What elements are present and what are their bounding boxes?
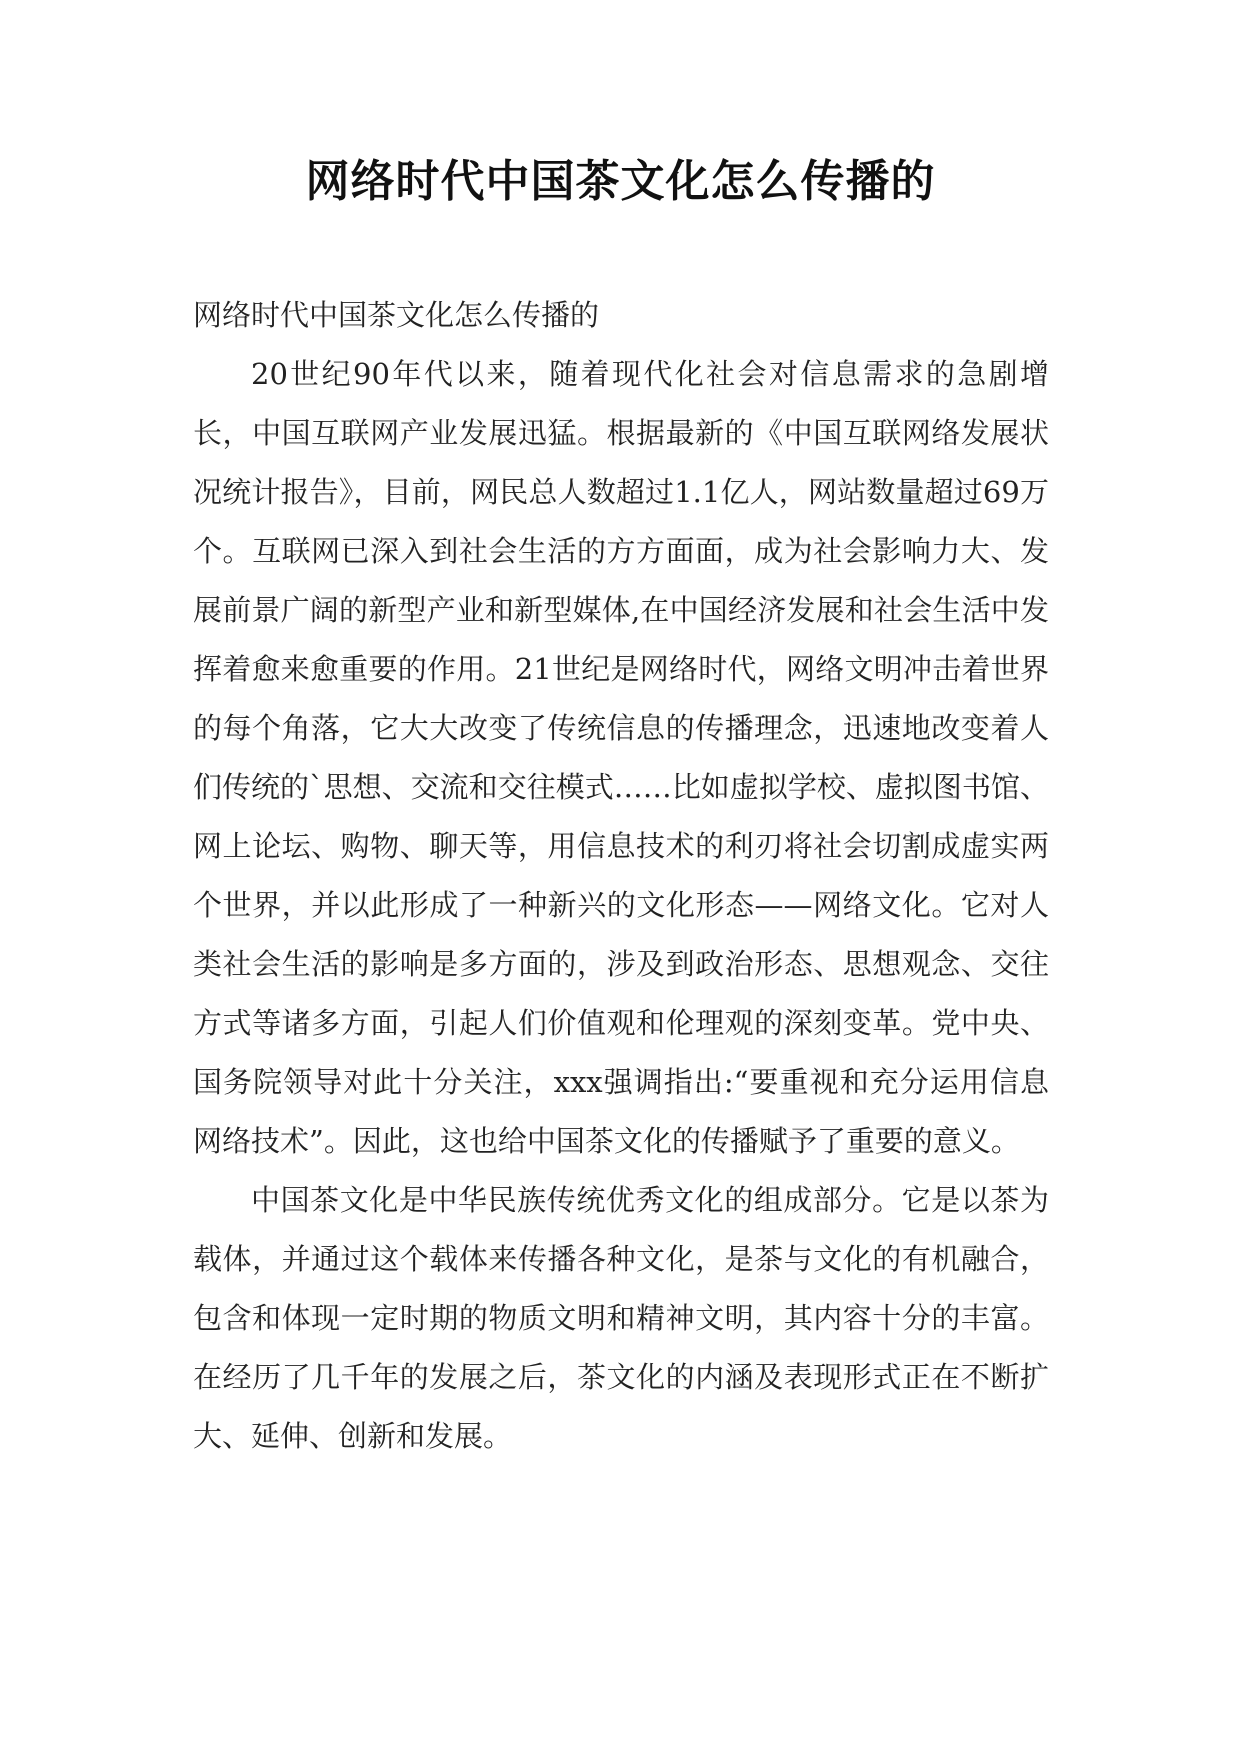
document-body	[193, 286, 1049, 1466]
body-paragraph: 20世纪90年代以来，随着现代化社会对信息需求的急剧增长，中国互联网产业发展迅猛。根据最新的《中国互联网络发展状况统计报告》，目前，网民总人数超过1.1亿人，网站数量超过69万个。互联网已深入到社会生活的方方面面，成为社会影响力大、发展前景广阔的新型产业和新型媒体,在中国经济发展和社会生活中发挥着愈来愈重要的作用。21世纪是网络时代，网络文明冲击着世界的每个角落，它大大改变了传统信息的传播理念，迅速地改变着人们传统的`思想、交流和交往模式……比如虚拟学校、虚拟图书馆、网上论坛、购物、聊天等，用信息技术的利刃将社会切割成虚实两个世界，并以此形成了一种新兴的文化形态——网络文化。它对人类社会生活的影响是多方面的，涉及到政治形态、思想观念、交往方式等诸多方面，引起人们价值观和伦理观的深刻变革。党中央、国务院领导对此十分关注，xxx强调指出:“要重视和充分运用信息网络技术”。因此，这也给中国茶文化的传播赋予了重要的意义。	[193, 357, 1049, 1158]
body-paragraph: 中国茶文化是中华民族传统优秀文化的组成部分。它是以茶为载体，并通过这个载体来传播各种文化，是茶与文化的有机融合，包含和体现一定时期的物质文明和精神文明，其内容十分的丰富。在经历了几千年的发展之后，茶文化的内涵及表现形式正在不断扩大、延伸、创新和发展。	[193, 1183, 1049, 1453]
subtitle-paragraph: 网络时代中国茶文化怎么传播的	[193, 298, 600, 332]
document-title: 网络时代中国茶文化怎么传播的	[305, 156, 936, 207]
